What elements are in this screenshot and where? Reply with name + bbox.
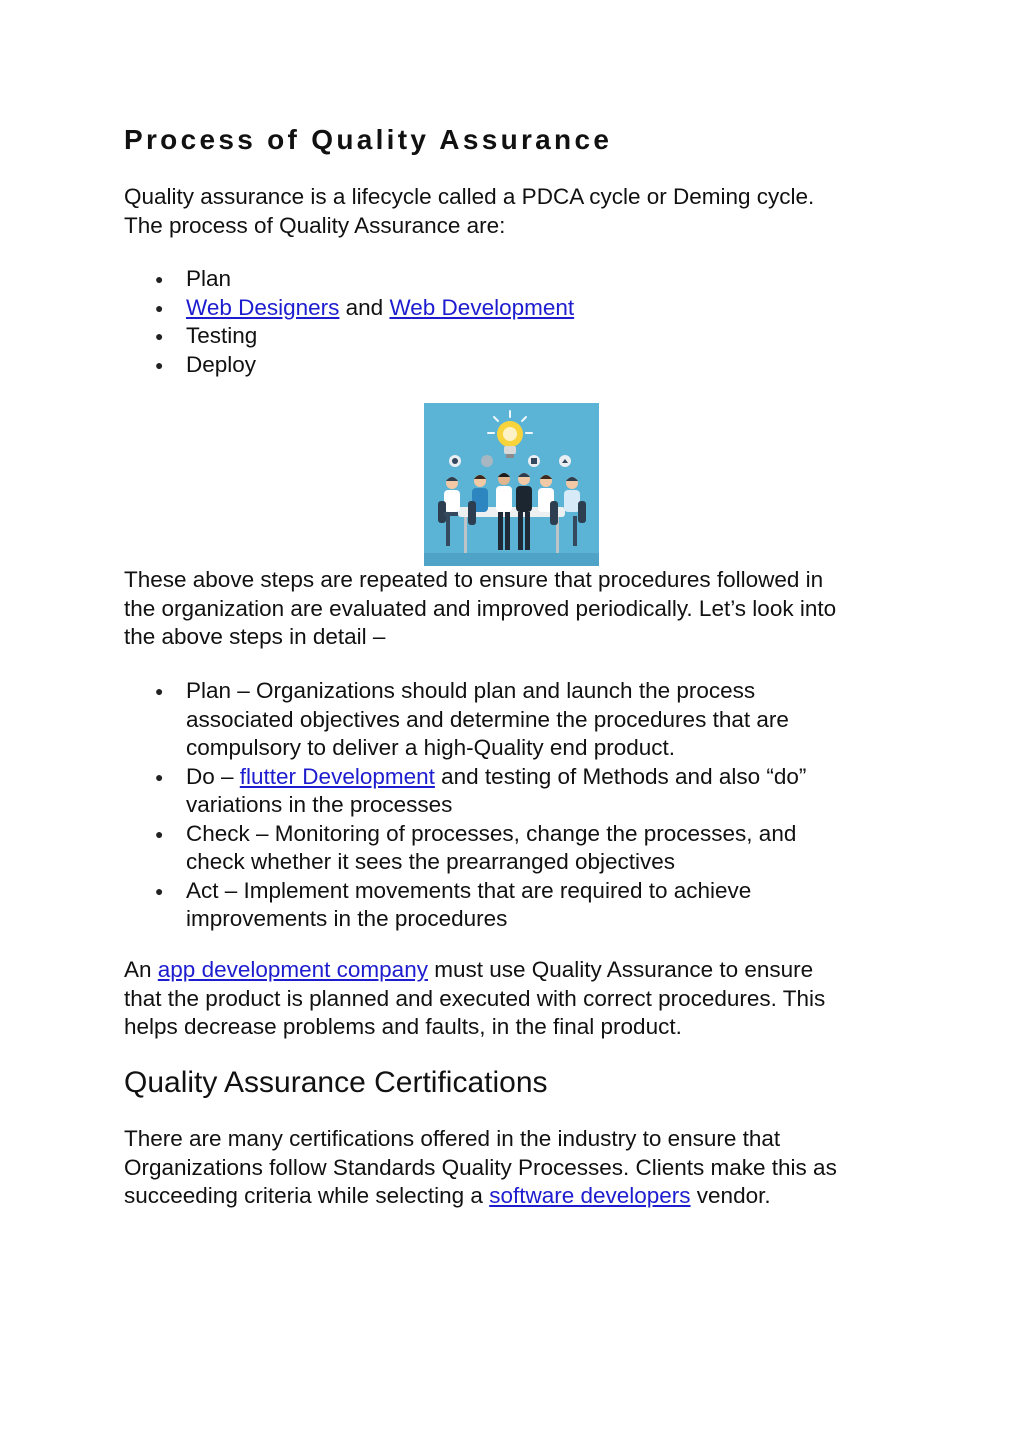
page-title: Process of Quality Assurance [124,124,613,155]
intro-paragraph [124,183,904,240]
company-line-2: that the product is planned and executed with correct procedures. This [124,985,826,1011]
plan-detail-line-2: associated objectives and determine the procedures that are [186,706,789,732]
repeat-line-3: the above steps in detail – [124,624,386,649]
bullet-icon: ● [155,683,164,699]
pdca-details-list [124,677,904,934]
company-suffix: must use Quality Assurance to ensure [427,957,814,982]
company-line-3: helps decrease problems and faults, in the final product. [124,1014,682,1039]
web-development-link[interactable]: Web Development [389,294,575,320]
repeat-line-1: These above steps are repeated to ensure that procedures followed in [124,567,824,592]
flutter-development-link[interactable]: flutter Development [239,763,435,789]
do-detail-suffix: and testing of Methods and also “do” [434,763,807,789]
process-steps-list [124,265,904,379]
plan-detail-line-3: compulsory to deliver a high-Quality end product. [186,735,676,760]
step-testing: Testing [186,323,258,348]
list-item [124,351,904,380]
team-meeting-illustration [424,403,599,566]
certifications-paragraph [124,1125,904,1211]
step-deploy: Deploy [186,351,257,377]
act-detail-line-2: improvements in the procedures [186,906,508,931]
list-item [124,820,904,877]
check-detail-line-1: Check – Monitoring of processes, change the processes, and [186,820,797,846]
list-item [124,877,904,934]
list-item [124,265,904,294]
software-developers-link[interactable]: software developers [489,1183,691,1208]
bullet-icon: ● [155,271,164,287]
bullet-icon: ● [155,768,164,785]
cert-line-1: There are many certifications offered in the industry to ensure that [124,1126,781,1151]
list-item [124,763,904,820]
bullet-icon: ● [155,299,164,316]
team-meeting-lightbulb-icon [424,403,599,566]
do-detail-prefix: Do – [186,763,240,789]
list-item [124,322,904,351]
steps-repeat-paragraph [124,566,904,652]
bullet-icon: ● [155,825,164,842]
do-detail-line-2: variations in the processes [186,792,453,817]
certifications-heading: Quality Assurance Certifications [124,1066,548,1099]
bullet-icon: ● [155,882,164,899]
bullet-icon: ● [155,328,164,344]
check-detail-line-2: check whether it sees the prearranged objectives [186,849,676,874]
list-item [124,677,904,763]
intro-line-1: Quality assurance is a lifecycle called a PDCA cycle or Deming cycle. [124,184,815,209]
step-plan: Plan [186,266,232,291]
cert-line-3-suffix: vendor. [690,1183,771,1208]
repeat-line-2: the organization are evaluated and improved periodically. Let’s look into [124,595,837,621]
step-and-text: and [339,294,390,320]
intro-line-2: The process of Quality Assurance are: [124,212,506,238]
bullet-icon: ● [155,356,164,373]
app-development-company-link[interactable]: app development company [157,957,428,982]
company-paragraph [124,956,904,1042]
act-detail-line-1: Act – Implement movements that are required to achieve [186,877,752,903]
company-prefix: An [124,957,158,982]
cert-line-2: Organizations follow Standards Quality Processes. Clients make this as [124,1154,837,1180]
web-designers-link[interactable]: Web Designers [186,294,340,320]
list-item [124,294,904,323]
plan-detail-line-1: Plan – Organizations should plan and launch the process [186,678,756,703]
cert-line-3-prefix: succeeding criteria while selecting a [124,1183,490,1208]
